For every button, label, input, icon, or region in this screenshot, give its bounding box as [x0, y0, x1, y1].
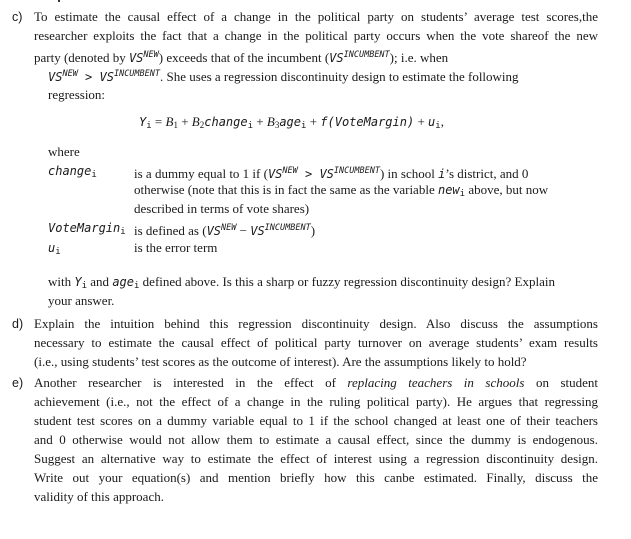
question-c-line-1: To estimate the causal effect of a change in the political party on students’ average test scores,the — [34, 9, 598, 24]
where-label: where — [48, 144, 80, 159]
definition-change-cont — [48, 182, 598, 198]
question-c-closing-1: with $Y_i$ and age$_i$ defined above. Is this a sharp or fuzzy regression discontinuity design? Explain — [48, 274, 555, 291]
definition-term: change$_i$ — [48, 164, 97, 180]
definition-desc-line-2: otherwise (note that this is in fact the same as the variable new$_i$ above, but now — [134, 182, 549, 199]
question-d-line-3: (i.e., using students’ test scores as the outcome of interest). Are the assumptions likely to hold? — [34, 354, 527, 369]
top-mark — [58, 0, 60, 2]
definition-votemargin — [48, 220, 598, 236]
question-e-label: e) — [12, 376, 24, 390]
question-e-line-6: Write out your equation(s) and mention briefly how this canbe estimated. Finally, discuss the — [34, 470, 598, 485]
regression-equation: $Y_i = B_1$ + $B_2change_i + B_3age_i$ + f(VoteMargin) + $u_i$, — [139, 114, 444, 131]
question-e-line-7: validity of this approach. — [34, 489, 164, 504]
question-c-line-2: researcher exploits the fact that a change in the political party occurs when the vote shareof the new — [34, 28, 598, 43]
question-c-line-3: party (denoted by $VS^{NEW}$) exceeds that of the incumbent $(VS^{INCUMBENT})$; i.e. when — [34, 50, 449, 65]
definition-error — [48, 240, 598, 256]
question-e-line-3: student test scores on a dummy variable equal to 1 if the school changed at least one of their teachers — [34, 413, 598, 428]
definition-desc-line-3: described in terms of vote shares) — [134, 201, 310, 216]
definition-desc: is the error term — [134, 240, 218, 255]
question-e-line-2: achievement (i.e., not the effect of a change in the ruling political party). He argues that regressing — [34, 394, 598, 409]
question-c-label: c) — [12, 10, 23, 24]
definition-term: VoteMargin$_i$ — [48, 221, 126, 237]
question-c-closing-2: your answer. — [48, 293, 115, 308]
question-e-line-5: Suggest an alternative way to estimate the effect of interest using a regression discontinuity design. — [34, 451, 598, 466]
definition-term: $u_i$ — [48, 241, 61, 257]
definition-change — [48, 163, 598, 179]
question-e-line-4: and 0 otherwise would not allow them to estimate a causal effect, since the dummy is endogenous. — [34, 432, 598, 447]
definition-desc: is defined as $(VS^{NEW} - VS^{INCUMBENT})$ — [134, 223, 316, 238]
question-c-line-4: $VS^{NEW} > VS^{INCUMBENT}$. She uses a regression discontinuity design to estimate the following — [48, 69, 519, 84]
question-d-line-1: Explain the intuition behind this regression discontinuity design. Also discuss the assumptions — [34, 316, 598, 331]
question-c-line-5: regression: — [48, 87, 106, 102]
definition-desc-line-1: is a dummy equal to 1 if $(VS^{NEW} > VS^{INCUMBENT})$ in school i’s district, and 0 — [134, 166, 529, 181]
question-d-label: d) — [12, 317, 24, 331]
question-d-line-2: necessary to estimate the causal effect of political party turnover on average students’ exam results — [34, 335, 598, 350]
definition-change-cont2 — [48, 201, 598, 217]
question-e-line-1: Another researcher is interested in the effect of replacing teachers in schools on student — [34, 375, 598, 390]
